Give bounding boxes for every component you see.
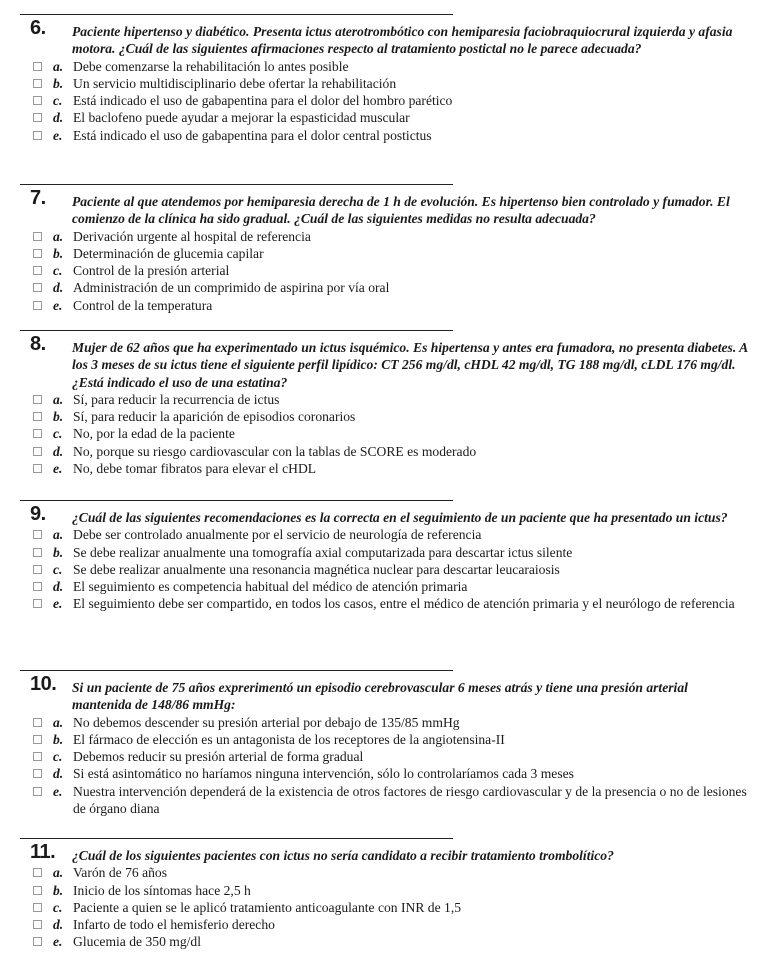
checkbox[interactable]	[33, 548, 42, 557]
answer-option[interactable]	[20, 783, 750, 818]
option-text: Determinación de glucemia capilar	[73, 245, 264, 261]
option-letter: e.	[53, 461, 63, 477]
question-block	[20, 500, 750, 613]
question-block	[20, 330, 750, 477]
option-letter: e.	[53, 783, 63, 799]
option-text: Control de la temperatura	[73, 297, 213, 313]
answer-option[interactable]	[20, 916, 750, 933]
checkbox[interactable]	[33, 96, 42, 105]
option-letter: b.	[53, 882, 64, 898]
question-block	[20, 838, 750, 951]
answer-option[interactable]	[20, 544, 750, 561]
question-number: 10.	[30, 673, 57, 695]
option-letter: c.	[53, 561, 63, 577]
answer-option[interactable]	[20, 75, 750, 92]
separator-line	[20, 184, 453, 185]
checkbox[interactable]	[33, 920, 42, 929]
option-text: Administración de un comprimido de aspirina por vía oral	[73, 280, 390, 296]
answer-option[interactable]	[20, 899, 750, 916]
checkbox[interactable]	[33, 937, 42, 946]
checkbox[interactable]	[33, 787, 42, 796]
option-text: Nuestra intervención dependerá de la existencia de otros factores de riesgo cardiovascular y de la presencia o no de lesiones de órgano diana	[73, 783, 747, 817]
checkbox[interactable]	[33, 131, 42, 140]
option-letter: a.	[53, 527, 64, 543]
question-text: ¿Cuál de los siguientes pacientes con ictus no sería candidato a recibir tratamiento trombolítico?	[72, 848, 614, 863]
checkbox[interactable]	[33, 395, 42, 404]
question-block	[20, 14, 750, 144]
separator-line	[20, 670, 453, 671]
question-number: 6.	[30, 17, 46, 39]
checkbox[interactable]	[33, 718, 42, 727]
answer-option[interactable]	[20, 391, 750, 408]
separator-line	[20, 500, 453, 501]
option-text: Varón de 76 años	[73, 865, 168, 881]
option-text: Debemos reducir su presión arterial de forma gradual	[73, 749, 364, 765]
checkbox[interactable]	[33, 79, 42, 88]
separator-line	[20, 838, 453, 839]
question-text: ¿Cuál de las siguientes recomendaciones es la correcta en el seguimiento de un paciente que ha presentado un ictus?	[72, 510, 728, 525]
checkbox[interactable]	[33, 113, 42, 122]
option-text: Glucemia de 350 mg/dl	[73, 934, 201, 950]
option-letter: b.	[53, 75, 64, 91]
option-text: Debe comenzarse la rehabilitación lo antes posible	[73, 58, 349, 74]
checkbox[interactable]	[33, 232, 42, 241]
option-text: Inicio de los síntomas hace 2,5 h	[73, 882, 251, 898]
option-letter: c.	[53, 93, 63, 109]
option-text: Está indicado el uso de gabapentina para el dolor del hombro parético	[73, 93, 453, 109]
answer-option[interactable]	[20, 109, 750, 126]
answer-option[interactable]	[20, 460, 750, 477]
question-text: Paciente hipertenso y diabético. Presenta ictus aterotrombótico con hemiparesia faciobraquiocrural izquierda y afasia motora. ¿Cuál de las siguientes afirmaciones respecto al tratamiento postictal no le parece adecuada?	[72, 24, 733, 57]
answer-option[interactable]	[20, 297, 750, 314]
option-text: Se debe realizar anualmente una resonancia magnética nuclear para descartar leucaraiosis	[73, 561, 560, 577]
checkbox[interactable]	[33, 429, 42, 438]
checkbox[interactable]	[33, 886, 42, 895]
question-number: 7.	[30, 187, 46, 209]
checkbox[interactable]	[33, 412, 42, 421]
answer-option[interactable]	[20, 595, 750, 612]
option-letter: e.	[53, 596, 63, 612]
answer-option[interactable]	[20, 262, 750, 279]
answer-option[interactable]	[20, 933, 750, 950]
checkbox[interactable]	[33, 769, 42, 778]
answer-option[interactable]	[20, 578, 750, 595]
separator-line	[20, 330, 453, 331]
answer-option[interactable]	[20, 127, 750, 144]
option-letter: d.	[53, 766, 64, 782]
question-stem	[20, 333, 750, 391]
option-letter: e.	[53, 127, 63, 143]
option-text: El fármaco de elección es un antagonista de los receptores de la angiotensina-II	[73, 731, 505, 747]
answer-option[interactable]	[20, 408, 750, 425]
answer-option[interactable]	[20, 714, 750, 731]
question-number: 9.	[30, 503, 46, 525]
option-letter: b.	[53, 731, 64, 747]
question-number: 8.	[30, 333, 46, 355]
answer-option[interactable]	[20, 228, 750, 245]
option-letter: c.	[53, 749, 63, 765]
answer-option[interactable]	[20, 765, 750, 782]
option-letter: b.	[53, 409, 64, 425]
option-text: El seguimiento debe ser compartido, en todos los casos, entre el médico de atención primaria y el neurólogo de referencia	[73, 596, 735, 612]
option-letter: c.	[53, 426, 63, 442]
option-letter: a.	[53, 391, 64, 407]
option-text: Debe ser controlado anualmente por el servicio de neurología de referencia	[73, 527, 482, 543]
answer-option[interactable]	[20, 245, 750, 262]
checkbox[interactable]	[33, 565, 42, 574]
question-text: Paciente al que atendemos por hemiparesia derecha de 1 h de evolución. Es hipertenso bien controlado y fumador. El comienzo de la clínica ha sido gradual. ¿Cuál de las siguientes medidas no resulta adecuada?	[72, 194, 730, 227]
question-stem	[20, 17, 750, 58]
question-text: Mujer de 62 años que ha experimentado un ictus isquémico. Es hipertensa y antes era fumadora, no presenta diabetes. A los 3 meses de su ictus tiene el siguiente perfil lipídico: CT 256 mg/dl, cHDL 42 mg/dl, TG 188 mg/dl, cLDL 176 mg/dl. ¿Está indicado el uso de una estatina?	[72, 340, 748, 390]
checkbox[interactable]	[33, 599, 42, 608]
option-letter: c.	[53, 899, 63, 915]
option-letter: c.	[53, 263, 63, 279]
checkbox[interactable]	[33, 868, 42, 877]
option-text: El baclofeno puede ayudar a mejorar la espasticidad muscular	[73, 110, 410, 126]
answer-option[interactable]	[20, 443, 750, 460]
answer-option[interactable]	[20, 864, 750, 881]
answer-option[interactable]	[20, 731, 750, 748]
checkbox[interactable]	[33, 464, 42, 473]
option-letter: a.	[53, 865, 64, 881]
option-text: No, debe tomar fibratos para elevar el cHDL	[73, 461, 317, 477]
option-letter: b.	[53, 544, 64, 560]
option-letter: d.	[53, 917, 64, 933]
checkbox[interactable]	[33, 903, 42, 912]
option-text: Si está asintomático no haríamos ninguna intervención, sólo lo controlaríamos cada 3 meses	[73, 766, 574, 782]
option-letter: d.	[53, 280, 64, 296]
option-letter: a.	[53, 228, 64, 244]
question-stem	[20, 841, 750, 864]
checkbox[interactable]	[33, 62, 42, 71]
checkbox[interactable]	[33, 582, 42, 591]
question-stem	[20, 187, 750, 228]
option-text: El seguimiento es competencia habitual del médico de atención primaria	[73, 579, 468, 595]
option-letter: b.	[53, 245, 64, 261]
answer-option[interactable]	[20, 561, 750, 578]
question-number: 11.	[30, 841, 56, 863]
option-letter: e.	[53, 934, 63, 950]
option-letter: d.	[53, 579, 64, 595]
answer-option[interactable]	[20, 58, 750, 75]
checkbox[interactable]	[33, 266, 42, 275]
option-text: Sí, para reducir la aparición de episodios coronarios	[73, 409, 356, 425]
answer-option[interactable]	[20, 279, 750, 296]
option-text: Un servicio multidisciplinario debe ofertar la rehabilitación	[73, 75, 397, 91]
checkbox[interactable]	[33, 752, 42, 761]
checkbox[interactable]	[33, 283, 42, 292]
option-text: Está indicado el uso de gabapentina para el dolor central postictus	[73, 127, 432, 143]
question-stem	[20, 673, 750, 714]
option-text: No, por la edad de la paciente	[73, 426, 235, 442]
option-letter: e.	[53, 297, 63, 313]
question-text: Si un paciente de 75 años exprerimentó un episodio cerebrovascular 6 meses atrás y tiene una presión arterial mantenida de 148/86 mmHg:	[72, 680, 688, 713]
checkbox[interactable]	[33, 447, 42, 456]
checkbox[interactable]	[33, 530, 42, 539]
checkbox[interactable]	[33, 735, 42, 744]
option-text: Se debe realizar anualmente una tomografía axial computarizada para descartar ictus silente	[73, 544, 573, 560]
separator-line	[20, 14, 453, 15]
option-letter: d.	[53, 443, 64, 459]
question-block	[20, 670, 750, 817]
answer-option[interactable]	[20, 882, 750, 899]
option-letter: d.	[53, 110, 64, 126]
option-text: No, porque su riesgo cardiovascular con la tablas de SCORE es moderado	[73, 443, 477, 459]
question-block	[20, 184, 750, 314]
option-text: Infarto de todo el hemisferio derecho	[73, 917, 275, 933]
option-text: Paciente a quien se le aplicó tratamiento anticoagulante con INR de 1,5	[73, 899, 462, 915]
checkbox[interactable]	[33, 301, 42, 310]
checkbox[interactable]	[33, 249, 42, 258]
option-text: No debemos descender su presión arterial por debajo de 135/85 mmHg	[73, 714, 460, 730]
option-text: Derivación urgente al hospital de referencia	[73, 228, 311, 244]
answer-option[interactable]	[20, 425, 750, 442]
answer-option[interactable]	[20, 748, 750, 765]
option-text: Sí, para reducir la recurrencia de ictus	[73, 391, 280, 407]
answer-option[interactable]	[20, 526, 750, 543]
option-text: Control de la presión arterial	[73, 263, 230, 279]
answer-option[interactable]	[20, 92, 750, 109]
option-letter: a.	[53, 714, 64, 730]
option-letter: a.	[53, 58, 64, 74]
question-stem	[20, 503, 750, 526]
